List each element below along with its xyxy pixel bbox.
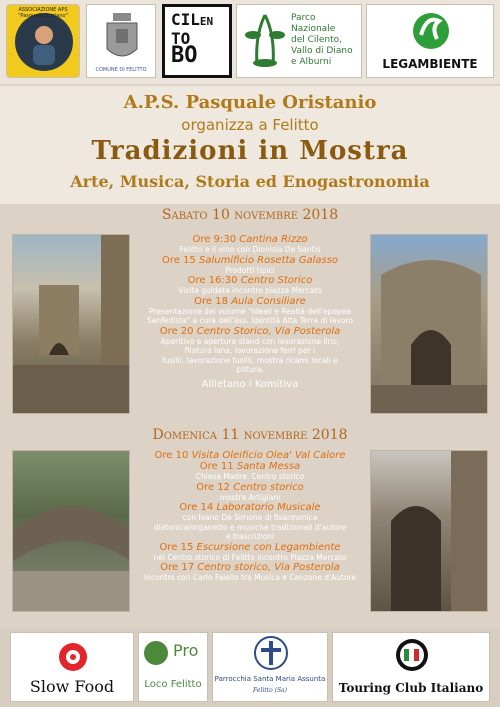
sun-event-2-desc: Chiesa Madre. Centro storico [195,472,305,481]
legambiente-logo [366,4,494,78]
sunday-events [132,450,368,583]
sat-event-3 [132,275,368,286]
saturday-photo-right [370,234,488,414]
sun-event-2-time: Ore 11 [199,461,234,472]
poster-title: Tradizioni in Mostra [91,136,409,166]
sat-event-2-place: Salumificio Rosetta Galasso [198,254,339,266]
association-logo [6,4,80,78]
sun-event-4-desc-3: e trascrizioni [225,532,275,541]
comune-logo [86,4,156,78]
sun-event-4 [132,502,368,513]
saturday-events [132,234,368,392]
cilentobo-line4: BO [171,43,198,68]
sun-event-3-place: Centro storico [233,481,304,493]
poster-subtitle: Arte, Musica, Storia ed Enogastronomia [70,172,430,191]
parco-logo [236,4,362,78]
parco-line3: Vallo di Diano [291,46,353,56]
sat-event-1-place: Cantina Rizzo [239,234,308,245]
sat-event-5-place: Centro Storico, Via Posterola [196,325,341,337]
sun-event-5-desc: nel Centro storico di Felitto incontro Piazza Mercato [153,552,347,562]
sun-event-2-place: Santa Messa [236,461,301,472]
sun-event-5-place: Escursione con Legambiente [196,541,341,553]
parrocchia-logo [212,632,328,702]
saturday-photo-left [12,234,130,414]
poster-header [0,86,500,204]
sun-event-3-desc: mostra Artigiani [219,492,281,502]
sat-event-2-desc: Prodotti tipici [225,265,275,275]
sat-event-4-desc-1: Presentazione del volume "Ideali e Realtà dell'epopea [149,306,351,316]
saturday-date: Sabato 10 novembre 2018 [161,207,339,223]
sun-event-6-place: Centro storico, Via Posterola [197,562,340,573]
sunday-photo-right [370,450,488,612]
sat-event-5-desc-1: Aperitivo e apertura stand con lavorazione lino, [160,336,340,346]
sun-event-6 [132,562,368,573]
sat-event-4-place: Aula Consiliare [231,295,306,307]
sun-event-3 [132,482,368,493]
sat-event-4-desc-2: Sanfedista" a cura dell'ass. Identità Alta Terra di lavoro [147,316,353,325]
sat-event-5 [132,326,368,337]
slowfood-text: Slow Food [29,677,115,696]
parrocchia-place: Felitto (Sa) [253,687,287,694]
sun-event-1-time: Ore 10 [154,450,189,461]
sun-event-4-place: Laboratorio Musicale [216,502,321,513]
sat-closing: Allietano i Komitiva [201,378,299,390]
organizes-line: organizza a Felitto [181,116,319,134]
sat-event-1 [132,234,368,245]
sun-event-3-time: Ore 12 [196,481,231,493]
sat-event-5-desc-3: fusilli, lavorazione fusilli, mostra ricami locali e [162,355,338,365]
sun-event-5-time: Ore 15 [159,541,194,553]
touring-logo [332,632,490,702]
sun-event-4-time: Ore 14 [179,502,214,513]
touring-text: Touring Club Italiano [338,681,484,695]
sat-event-5-desc-2: filatura lana, lavorazione ferri per i [184,346,316,355]
sun-event-1 [132,450,368,461]
cilentobo-logo [162,4,232,78]
logo-row [0,0,500,84]
sat-event-4-time: Ore 18 [194,295,228,307]
proloco-text: Loco Felitto [144,679,202,690]
sun-event-5 [132,542,368,553]
sat-event-1-desc: Felitto e il vino con Dionisia De Santis [179,245,321,254]
sat-event-4 [132,296,368,307]
sunday-photo-left [12,450,130,612]
cilentobo-line3: TO [171,29,191,48]
comune-logo-text: COMUNE DI FELITTO [95,67,147,73]
sponsor-footer [0,628,500,707]
parrocchia-text: Parrocchia Santa Maria Assunta [214,675,326,683]
sunday-date: Domenica 11 novembre 2018 [152,427,348,443]
association-logo-text: ASSOCIAZIONE APS "Pasquale Oristano" [18,7,68,19]
sun-event-1-place: Visita Oleificio Olea' Val Calore [191,450,346,461]
sun-event-4-desc-2: diatonica/organetto e musiche tradizionali d'autore [153,522,347,532]
sat-event-5-time: Ore 20 [159,325,194,337]
cilentobo-line1: CIL [171,10,200,29]
sat-event-3-time: Ore 16:30 [187,275,238,286]
sat-event-2-time: Ore 15 [161,254,196,266]
slowfood-logo [10,632,134,702]
proloco-logo [138,632,208,702]
sun-event-4-desc-1: con Ivano De Simone di fisarmonica [182,513,318,522]
sun-event-2 [132,461,368,472]
sat-event-2 [132,255,368,266]
sat-event-3-place: Centro Storico [240,275,313,286]
sat-event-5-desc-4: pittura. [236,365,264,374]
proloco-pro: Pro [173,641,199,660]
sat-event-1-time: Ore 9:30 [192,234,237,245]
sat-event-3-desc: Visita guidata incontro piazza Mercato [178,286,322,295]
parco-line4: e Alburni [291,57,332,67]
parco-line1: Parco Nazionale [291,13,336,34]
sun-event-6-desc: incontro con Carlo Faiello tra Musica e Canzone d'Autore [144,573,356,582]
legambiente-text: LEGAMBIENTE [382,57,478,71]
association-name: A.P.S. Pasquale Oristanio [123,92,377,113]
cilentobo-line2: EN [199,15,214,28]
sun-event-6-time: Ore 17 [160,562,195,573]
parco-line2: del Cilento, [291,35,343,45]
